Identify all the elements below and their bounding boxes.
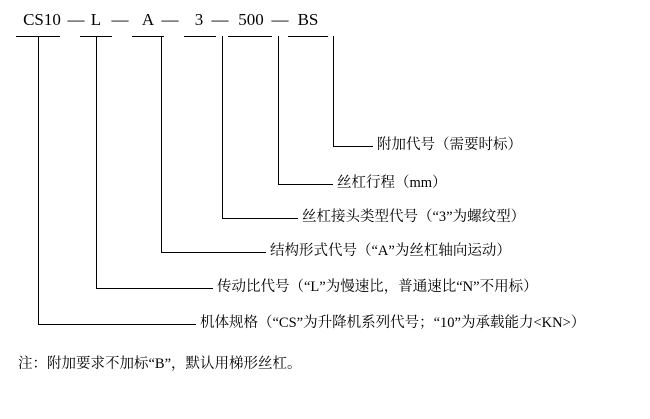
- leader-horizontal-3: [222, 218, 298, 219]
- leader-horizontal-cs10: [38, 324, 196, 325]
- code-separator-1: —: [67, 10, 85, 29]
- leader-vertical-a: [161, 36, 162, 252]
- leader-horizontal-bs: [333, 146, 373, 147]
- code-token-cs10: CS10: [23, 10, 61, 29]
- code-separator-2: —: [111, 10, 129, 29]
- callout-label-additional-code: 附加代号（需要时标）: [377, 137, 522, 153]
- code-token-3: 3: [194, 10, 204, 29]
- leader-horizontal-500: [278, 184, 333, 185]
- leader-vertical-500: [278, 36, 279, 184]
- leader-vertical-l: [96, 36, 97, 288]
- token-underline-bs: [288, 36, 328, 37]
- code-token-l: L: [90, 10, 102, 29]
- leader-vertical-3: [222, 36, 223, 218]
- code-separator-4: —: [211, 10, 229, 29]
- callout-label-screw-joint-type: 丝杠接头类型代号（“3”为螺纹型）: [302, 209, 526, 225]
- callout-label-gear-ratio: 传动比代号（“L”为慢速比，普通速比“N”不用标）: [217, 279, 538, 295]
- callout-label-body-spec: 机体规格（“CS”为升降机系列代号；“10”为承载能力<KN>）: [200, 315, 586, 331]
- callout-label-structure-type: 结构形式代号（“A”为丝杠轴向运动）: [270, 243, 511, 259]
- leader-horizontal-l: [96, 288, 213, 289]
- leader-vertical-cs10: [38, 36, 39, 324]
- code-separator-5: —: [271, 10, 289, 29]
- leader-vertical-bs: [333, 36, 334, 146]
- leader-horizontal-a: [161, 252, 266, 253]
- code-token-a: A: [141, 10, 155, 29]
- token-underline-a: [132, 36, 164, 37]
- footnote-note: 注：附加要求不加标“B”，默认用梯形丝杠。: [18, 356, 302, 372]
- callout-label-screw-stroke: 丝杠行程（mm）: [337, 175, 447, 191]
- token-underline-500: [228, 36, 272, 37]
- code-token-bs: BS: [297, 10, 319, 29]
- code-separator-3: —: [161, 10, 179, 29]
- code-token-500: 500: [238, 10, 264, 29]
- token-underline-3: [184, 36, 216, 37]
